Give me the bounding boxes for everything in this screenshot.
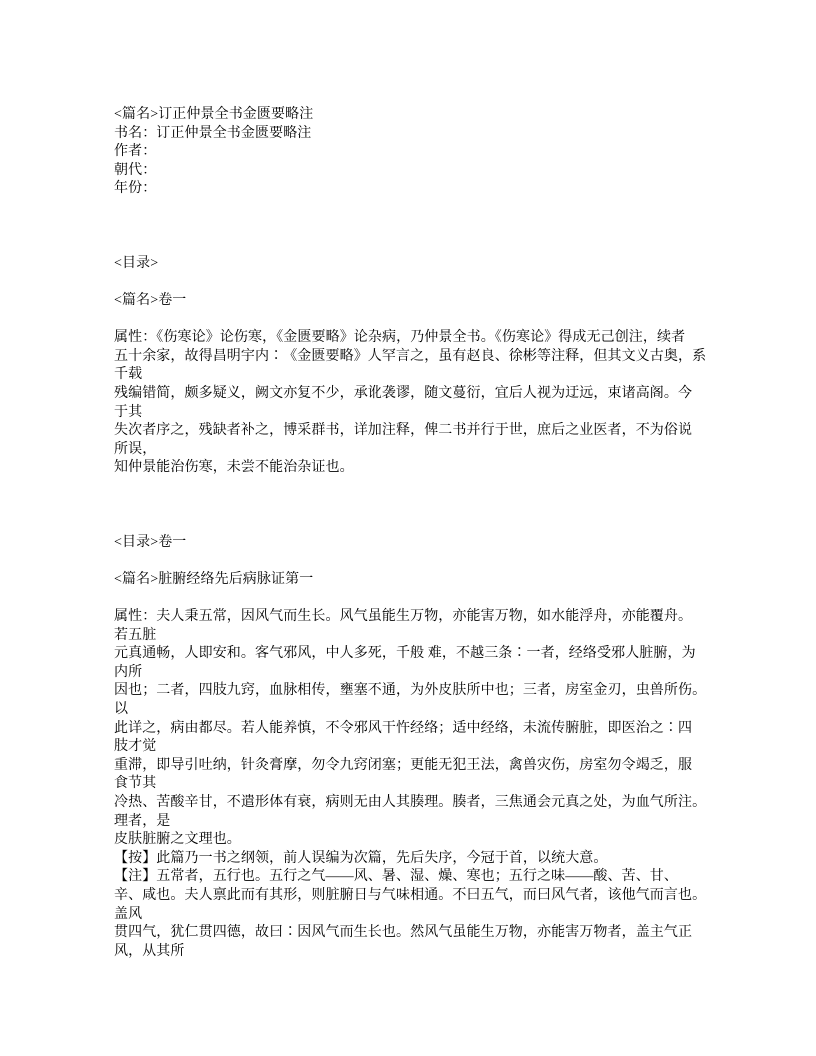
text-line: 于其 [114, 404, 143, 420]
text-line: 作者： [114, 144, 157, 160]
text-line: <篇名>卷一 [114, 292, 187, 308]
text-line: 肢才觉 [114, 739, 157, 755]
text-line [114, 199, 714, 218]
text-line [114, 496, 714, 515]
text-line: 【注】五常者，五行也。五行之气——风、暑、湿、燥、寒也；五行之味——酸、苦、甘、 [114, 869, 678, 885]
text-line: 残编错简，颇多疑义，阙文亦复不少，承讹袭谬，随文蔓衍，宜后人视为迂远，束诸高阁。今 [114, 385, 693, 401]
text-line: 年份： [114, 181, 157, 197]
text-line: 理者，是 [114, 813, 171, 829]
text-line: 以 [114, 702, 129, 717]
text-line: 【按】此篇乃一书之纲领，前人误编为次篇，先后失序，今冠于首，以统大意。 [114, 850, 608, 866]
text-line: <篇名>脏腑经络先后病脉证第一 [114, 571, 314, 587]
text-line: <目录>卷一 [114, 534, 187, 550]
text-line: <篇名>订正仲景全书金匮要略注 [114, 107, 314, 122]
text-line: <目录> [114, 255, 159, 271]
text-line [114, 589, 714, 608]
text-line: 食节其 [114, 776, 157, 792]
text-line: 知仲景能治伤寒，未尝不能治杂证也。 [114, 460, 354, 476]
text-line: 属性：《伤寒论》论伤寒，《金匮要略》论杂病，乃仲景全书。《伤寒论》得成无己创注，续者 [114, 330, 686, 346]
text-line [114, 552, 714, 571]
text-line: 辛、咸也。夫人禀此而有其形，则脏腑日与气味相通。不曰五气，而曰风气者，该他气而言也。 [114, 887, 707, 903]
text-line: 冷热、苦酸辛甘，不遣形体有衰，病则无由人其腠理。腠者，三焦通会元真之处，为血气所注。 [114, 794, 707, 810]
text-line: 五十余家，故得昌明宇内∶《金匮要略》人罕言之，虽有赵良、徐彬等注释，但其文义古奥，系 [114, 348, 707, 364]
text-line [114, 236, 714, 255]
text-line: 若五脏 [114, 627, 157, 643]
text-line: 因也；二者，四肢九窍，血脉相传，壅塞不通，为外皮肤所中也；三者，房室金刃，虫兽所伤。 [114, 683, 707, 699]
document-text-block [114, 106, 714, 961]
text-line [114, 311, 714, 330]
text-line: 盖风 [114, 906, 143, 922]
text-line [114, 218, 714, 237]
text-line [114, 515, 714, 534]
text-line: 重滞，即导引吐纳，针灸膏摩，勿令九窍闭塞；更能无犯王法，禽兽灾伤，房室勿令竭乏，服 [114, 757, 693, 773]
text-line [114, 273, 714, 292]
text-line: 失次者序之，残缺者补之，博采群书，详加注释，俾二书并行于世，庶后之业医者，不为俗说 [114, 423, 693, 439]
text-line: 风，从其所 [114, 943, 185, 959]
text-line: 元真通畅，人即安和。客气邪风，中人多死，千般 难，不越三条∶一者，经络受邪人脏腑，为 [114, 646, 696, 662]
text-line: 所误， [114, 441, 157, 457]
text-line: 皮肤脏腑之文理也。 [114, 832, 241, 848]
text-line: 千载 [114, 367, 143, 383]
text-line: 内所 [114, 664, 143, 680]
text-line: 朝代： [114, 162, 157, 178]
text-line [114, 478, 714, 497]
text-line: 属性：夫人秉五常，因风气而生长。风气虽能生万物，亦能害万物，如水能浮舟，亦能覆舟。 [114, 609, 693, 625]
text-line: 书名：订正仲景全书金匮要略注 [114, 125, 312, 141]
text-line: 此详之，病由都尽。若人能养慎，不令邪风干忤经络；适中经络，未流传腑脏，即医治之∶四 [114, 720, 693, 736]
text-line: 贯四气，犹仁贯四德，故曰∶因风气而生长也。然风气虽能生万物，亦能害万物者，盖主气正 [114, 925, 693, 941]
